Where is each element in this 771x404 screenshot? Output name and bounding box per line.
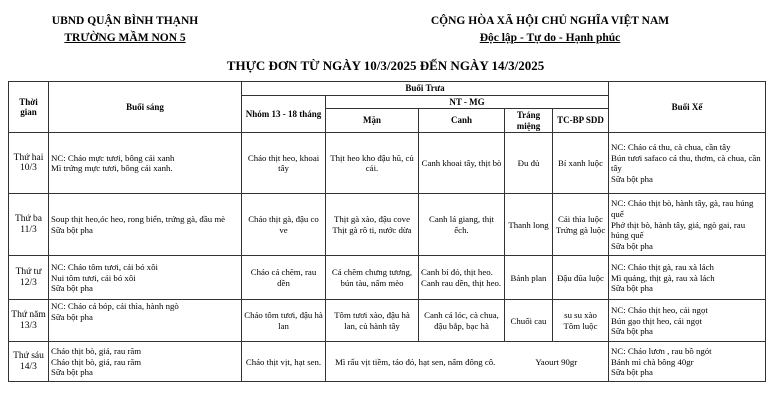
lunch-extra-cell: Yaourt 90gr	[505, 342, 609, 382]
table-row	[9, 256, 766, 300]
col-header-tcbp: TC-BP SDD	[553, 109, 609, 133]
morning-cell: NC: Cháo mực tươi, bông cải xanh Mì trứng mực tươi, bông cải xanh.	[49, 133, 242, 194]
tcbp-cell: Đậu đũa luộc	[553, 256, 609, 300]
page-title: THỰC ĐƠN TỪ NGÀY 10/3/2025 ĐẾN NGÀY 14/3/2025	[226, 58, 545, 73]
morning-cell: Soup thịt heo,óc heo, rong biển, trứng gà, đầu mè Sữa bột pha	[49, 194, 242, 256]
soup-cell: Canh bí đỏ, thịt heo. Canh rau dền, thịt heo.	[419, 256, 505, 300]
infant-cell: Cháo tôm tươi, đậu hà lan	[242, 300, 326, 342]
soup-cell: Canh khoai tây, thịt bò	[419, 133, 505, 194]
soup-cell: Canh lá giang, thịt ếch.	[419, 194, 505, 256]
header-left-line1: UBND QUẬN BÌNH THẠNH	[51, 15, 199, 27]
day-cell: Thứ hai 10/3	[9, 133, 49, 194]
col-header-soup: Canh	[419, 109, 505, 133]
day-cell: Thứ ba 11/3	[9, 194, 49, 256]
dessert-cell: Bánh plan	[505, 256, 553, 300]
day-cell: Thứ tư 12/3	[9, 256, 49, 300]
day-cell: Thứ năm 13/3	[9, 300, 49, 342]
col-header-morning: Buổi sáng	[49, 82, 242, 133]
table-row	[9, 342, 766, 382]
tcbp-cell: Bí xanh luộc	[553, 133, 609, 194]
afternoon-cell: NC: Cháo cá thu, cà chua, cần tây Bún tươi safaco cá thu, thơm, cà chua, cần tây Sữa bột pha	[609, 133, 766, 194]
menu-table	[8, 81, 766, 382]
salty-cell: Thịt gà xào, đậu cove Thịt gà rô ti, nước dừa	[326, 194, 419, 256]
infant-cell: Cháo thịt vịt, hạt sen.	[242, 342, 326, 382]
infant-cell: Cháo thịt gà, đậu co ve	[242, 194, 326, 256]
table-row	[9, 194, 766, 256]
lunch-combined-cell: Mì rẩu vịt tiềm, táo đỏ, hạt sen, nấm đông cô.	[326, 342, 505, 382]
col-header-day: Thời gian	[9, 82, 49, 133]
col-header-dessert: Tráng miệng	[505, 109, 553, 133]
day-cell: Thứ sáu 14/3	[9, 342, 49, 382]
col-header-infant: Nhóm 13 - 18 tháng	[242, 95, 326, 133]
dessert-cell: Đu đủ	[505, 133, 553, 194]
header-right-line2: Độc lập - Tự do - Hạnh phúc	[479, 32, 621, 44]
header-left-line2: TRƯỜNG MẦM NON 5	[64, 32, 186, 44]
salty-cell: Tôm tươi xào, đậu hà lan, củ hành tây	[326, 300, 419, 342]
tcbp-cell: Cải thìa luộc Trứng gà luộc	[553, 194, 609, 256]
header-right-line1: CỘNG HÒA XÃ HỘI CHỦ NGHĨA VIỆT NAM	[430, 15, 670, 27]
col-header-afternoon: Buổi Xế	[609, 82, 766, 133]
col-header-salty: Mặn	[326, 109, 419, 133]
col-header-lunch: Buổi Trưa	[242, 82, 609, 96]
salty-cell: Thịt heo kho đậu hũ, củ cải.	[326, 133, 419, 194]
morning-cell: Cháo thịt bò, giá, rau răm Cháo thịt bò, giá, rau răm Sữa bột pha	[49, 342, 242, 382]
dessert-cell: Thanh long	[505, 194, 553, 256]
col-header-ntmg: NT - MG	[326, 95, 609, 109]
table-row	[9, 133, 766, 194]
afternoon-cell: NC: Cháo thịt bò, hành tây, gà, rau húng quế Phở thịt bò, hành tây, giá, ngò gai, rau húng quế Sữa bột pha	[609, 194, 766, 256]
salty-cell: Cá chẽm chưng tương, bún tàu, nấm mèo	[326, 256, 419, 300]
soup-cell: Canh cá lóc, cà chua, đậu bắp, bạc hà	[419, 300, 505, 342]
afternoon-cell: NC: Cháo thịt gà, rau xà lách Mì quảng, thịt gà, rau xà lách Sữa bột pha	[609, 256, 766, 300]
dessert-cell: Chuối cau	[505, 300, 553, 342]
infant-cell: Cháo cá chẽm, rau dền	[242, 256, 326, 300]
tcbp-cell: su su xào Tôm luộc	[553, 300, 609, 342]
afternoon-cell: NC: Cháo lươn , rau bồ ngót Bánh mì chà bông 40gr Sữa bột pha	[609, 342, 766, 382]
infant-cell: Cháo thịt heo, khoai tây	[242, 133, 326, 194]
table-row	[9, 300, 766, 342]
afternoon-cell: NC: Cháo thịt heo, cải ngọt Bún gạo thịt heo, cải ngọt Sữa bột pha	[609, 300, 766, 342]
morning-cell: NC: Cháo tôm tươi, cải bó xôi Nui tôm tươi, cải bó xôi Sữa bột pha	[49, 256, 242, 300]
morning-cell: NC: Cháo cá bóp, cải thìa, hành ngò Sữa bột pha	[49, 300, 242, 342]
